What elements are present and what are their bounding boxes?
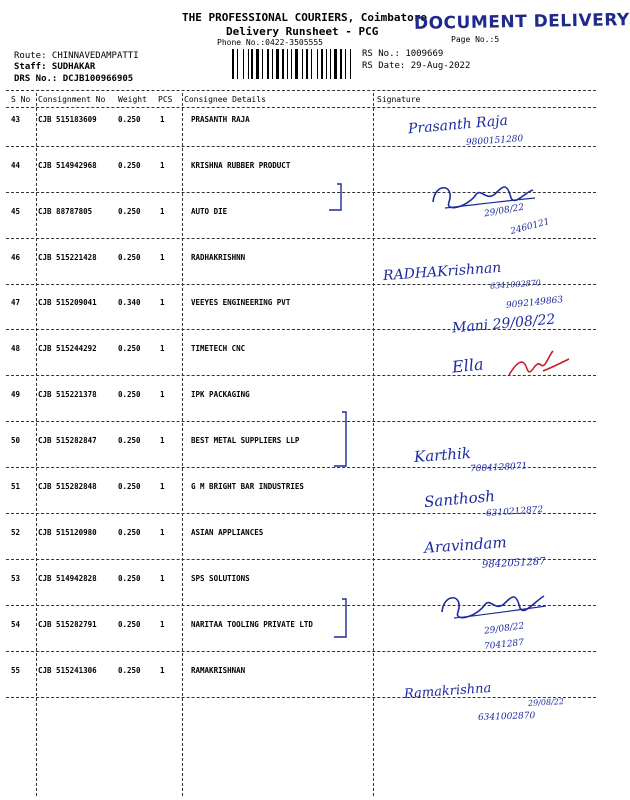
signature-timetech: Ella bbox=[451, 354, 485, 377]
row-weight: 0.250 bbox=[118, 528, 141, 537]
row-consignment-no: CJB 88787805 bbox=[38, 207, 93, 216]
row-weight: 0.250 bbox=[118, 620, 141, 629]
barcode-bar bbox=[317, 49, 318, 79]
row-sno: 45 bbox=[11, 207, 21, 216]
col-consignee: Consignee Details bbox=[184, 95, 266, 104]
rs-number: RS No.: 1009669 bbox=[362, 49, 444, 59]
row-consignee: SPS SOLUTIONS bbox=[191, 574, 250, 583]
barcode-bar bbox=[251, 49, 253, 79]
date-45: 29/08/22 bbox=[483, 202, 525, 220]
row-pcs: 1 bbox=[160, 436, 165, 445]
row-pcs: 1 bbox=[160, 528, 165, 537]
barcode-bar bbox=[245, 49, 247, 79]
row-consignment-no: CJB 515282847 bbox=[38, 436, 97, 445]
signature-phone: 9092149863 bbox=[505, 295, 564, 311]
barcode-bar bbox=[248, 49, 249, 79]
barcode-bar bbox=[338, 49, 339, 79]
row-sno: 47 bbox=[11, 298, 21, 307]
row-weight: 0.250 bbox=[118, 115, 141, 124]
row-consignee: RAMAKRISHNAN bbox=[191, 666, 246, 675]
row-consignee: TIMETECH CNC bbox=[191, 344, 246, 353]
phone-number: Phone No.:0422-3505555 bbox=[217, 38, 323, 47]
number-45: 2460121 bbox=[509, 216, 551, 238]
row-consignee: VEEYES ENGINEERING PVT bbox=[191, 298, 291, 307]
barcode-bar bbox=[272, 49, 273, 79]
barcode-bar bbox=[260, 49, 261, 79]
barcode-bar bbox=[289, 49, 291, 79]
row-pcs: 1 bbox=[160, 115, 165, 124]
row-pcs: 1 bbox=[160, 666, 165, 675]
barcode-bar bbox=[299, 49, 301, 79]
row-consignee: BEST METAL SUPPLIERS LLP bbox=[191, 436, 300, 445]
signature-santhosh: Santhosh bbox=[423, 486, 496, 512]
row-consignee: NARITAA TOOLING PRIVATE LTD bbox=[191, 620, 313, 629]
barcode-bar bbox=[321, 49, 323, 79]
bracket-mark bbox=[330, 595, 360, 645]
row-consignment-no: CJB 515183609 bbox=[38, 115, 97, 124]
barcode-bar bbox=[352, 49, 353, 79]
signature-phone: 6341002870 bbox=[489, 278, 542, 291]
signature-mani: Mani 29/08/22 bbox=[451, 311, 557, 337]
barcode-bar bbox=[250, 49, 251, 79]
row-consignment-no: CJB 514942968 bbox=[38, 161, 97, 170]
barcode-bar bbox=[232, 49, 234, 79]
col-weight: Weight bbox=[118, 95, 147, 104]
row-consignment-no: CJB 515282848 bbox=[38, 482, 97, 491]
row-sno: 55 bbox=[11, 666, 21, 675]
row-pcs: 1 bbox=[160, 482, 165, 491]
row-weight: 0.250 bbox=[118, 253, 141, 262]
col-divider bbox=[373, 93, 374, 796]
barcode-bar bbox=[254, 49, 255, 79]
col-sno: S No bbox=[11, 95, 31, 104]
date-54: 29/08/22 bbox=[483, 621, 525, 637]
row-sno: 43 bbox=[11, 115, 21, 124]
signature-karthik: Karthik bbox=[413, 444, 472, 466]
row-consignee: AUTO DIE bbox=[191, 207, 228, 216]
row-consignee: RADHAKRISHNN bbox=[191, 253, 246, 262]
col-divider bbox=[182, 93, 183, 796]
signature-phone: 9800151280 bbox=[465, 134, 524, 148]
header-rule-top bbox=[6, 90, 596, 91]
row-sno: 50 bbox=[11, 436, 21, 445]
row-pcs: 1 bbox=[160, 344, 165, 353]
row-pcs: 1 bbox=[160, 253, 165, 262]
barcode-bar bbox=[313, 49, 316, 79]
barcode-bar bbox=[326, 49, 328, 79]
date-55: 29/08/22 bbox=[527, 697, 565, 708]
col-signature: Signature bbox=[377, 95, 421, 104]
row-sno: 46 bbox=[11, 253, 21, 262]
barcode-bar bbox=[302, 49, 303, 79]
row-consignee: ASIAN APPLIANCES bbox=[191, 528, 264, 537]
col-divider bbox=[36, 93, 37, 796]
barcode-bar bbox=[237, 49, 238, 79]
barcode-bar bbox=[276, 49, 279, 79]
barcode-bar bbox=[274, 49, 275, 79]
row-consignment-no: CJB 515221428 bbox=[38, 253, 97, 262]
barcode-bar bbox=[345, 49, 346, 79]
barcode-bar bbox=[350, 49, 351, 79]
row-sno: 49 bbox=[11, 390, 21, 399]
bracket-mark bbox=[325, 180, 355, 220]
row-sno: 52 bbox=[11, 528, 21, 537]
row-divider bbox=[6, 146, 596, 147]
barcode-bar bbox=[332, 49, 333, 79]
document-delivery-stamp: DOCUMENT DELIVERY bbox=[413, 10, 630, 34]
row-sno: 53 bbox=[11, 574, 21, 583]
signature-ramakrishnan: Ramakrishna bbox=[403, 680, 492, 703]
row-divider bbox=[6, 238, 596, 239]
barcode-bar bbox=[330, 49, 331, 79]
barcode-bar bbox=[295, 49, 298, 79]
barcode-bar bbox=[262, 49, 263, 79]
row-weight: 0.250 bbox=[118, 574, 141, 583]
barcode bbox=[232, 49, 354, 79]
row-consignee: KRISHNA RUBBER PRODUCT bbox=[191, 161, 291, 170]
row-weight: 0.250 bbox=[118, 207, 141, 216]
barcode-bar bbox=[293, 49, 294, 79]
signature-phone: 6341002870 bbox=[477, 711, 536, 723]
drs-number: DRS No.: DCJB100966905 bbox=[14, 74, 134, 84]
barcode-bar bbox=[264, 49, 266, 79]
barcode-bar bbox=[304, 49, 305, 79]
bracket-mark bbox=[330, 408, 360, 472]
row-consignee: G M BRIGHT BAR INDUSTRIES bbox=[191, 482, 304, 491]
barcode-bar bbox=[309, 49, 310, 79]
route-label: Route: CHINNAVEDAMPATTI bbox=[14, 51, 139, 61]
signature-prasanth-raja: Prasanth Raja bbox=[407, 112, 509, 138]
signature-aravindam: Aravindam bbox=[423, 533, 508, 557]
barcode-bar bbox=[343, 49, 344, 79]
row-weight: 0.250 bbox=[118, 666, 141, 675]
signature-phone: 6310212872 bbox=[485, 505, 544, 519]
barcode-bar bbox=[306, 49, 308, 79]
signature-scribble bbox=[505, 345, 575, 385]
barcode-bar bbox=[287, 49, 288, 79]
row-pcs: 1 bbox=[160, 390, 165, 399]
barcode-bar bbox=[311, 49, 312, 79]
row-pcs: 1 bbox=[160, 161, 165, 170]
row-pcs: 1 bbox=[160, 620, 165, 629]
row-pcs: 1 bbox=[160, 574, 165, 583]
document-subtitle: Delivery Runsheet - PCG bbox=[226, 25, 379, 38]
row-weight: 0.250 bbox=[118, 482, 141, 491]
barcode-bar bbox=[347, 49, 349, 79]
row-sno: 48 bbox=[11, 344, 21, 353]
barcode-bar bbox=[243, 49, 244, 79]
row-divider bbox=[6, 697, 596, 698]
row-weight: 0.250 bbox=[118, 344, 141, 353]
barcode-bar bbox=[319, 49, 320, 79]
barcode-bar bbox=[270, 49, 271, 79]
row-consignee: PRASANTH RAJA bbox=[191, 115, 250, 124]
row-consignment-no: CJB 514942828 bbox=[38, 574, 97, 583]
rs-date: RS Date: 29-Aug-2022 bbox=[362, 61, 471, 71]
row-pcs: 1 bbox=[160, 207, 165, 216]
row-weight: 0.250 bbox=[118, 436, 141, 445]
row-consignment-no: CJB 515282791 bbox=[38, 620, 97, 629]
row-divider bbox=[6, 651, 596, 652]
barcode-bar bbox=[282, 49, 284, 79]
barcode-bar bbox=[334, 49, 337, 79]
barcode-bar bbox=[328, 49, 329, 79]
row-consignment-no: CJB 515241306 bbox=[38, 666, 97, 675]
barcode-bar bbox=[235, 49, 236, 79]
row-weight: 0.250 bbox=[118, 161, 141, 170]
row-sno: 51 bbox=[11, 482, 21, 491]
row-sno: 54 bbox=[11, 620, 21, 629]
document-title: THE PROFESSIONAL COURIERS, Coimbatore bbox=[182, 11, 428, 24]
row-weight: 0.250 bbox=[118, 390, 141, 399]
row-consignment-no: CJB 515221378 bbox=[38, 390, 97, 399]
barcode-bar bbox=[324, 49, 325, 79]
barcode-bar bbox=[340, 49, 342, 79]
col-pcs: PCS bbox=[158, 95, 173, 104]
signature-phone: 9842051287 bbox=[481, 556, 546, 571]
row-sno: 44 bbox=[11, 161, 21, 170]
col-consignment: Consignment No bbox=[38, 95, 106, 104]
barcode-bar bbox=[239, 49, 242, 79]
barcode-bar bbox=[256, 49, 259, 79]
row-consignment-no: CJB 515209041 bbox=[38, 298, 97, 307]
row-pcs: 1 bbox=[160, 298, 165, 307]
barcode-bar bbox=[280, 49, 281, 79]
signature-phone: 7004128071 bbox=[469, 461, 528, 475]
header-rule-bottom bbox=[6, 107, 596, 108]
row-consignment-no: CJB 515244292 bbox=[38, 344, 97, 353]
row-consignee: IPK PACKAGING bbox=[191, 390, 250, 399]
page-number: Page No.:5 bbox=[451, 35, 500, 44]
barcode-bar bbox=[285, 49, 286, 79]
number-54: 7041287 bbox=[483, 637, 525, 653]
row-weight: 0.340 bbox=[118, 298, 141, 307]
barcode-bar bbox=[291, 49, 292, 79]
row-divider bbox=[6, 421, 596, 422]
barcode-bar bbox=[267, 49, 269, 79]
staff-label: Staff: SUDHAKAR bbox=[14, 62, 96, 72]
row-consignment-no: CJB 515120980 bbox=[38, 528, 97, 537]
signature-radhakrishnan: RADHAKrishnan bbox=[382, 259, 502, 285]
